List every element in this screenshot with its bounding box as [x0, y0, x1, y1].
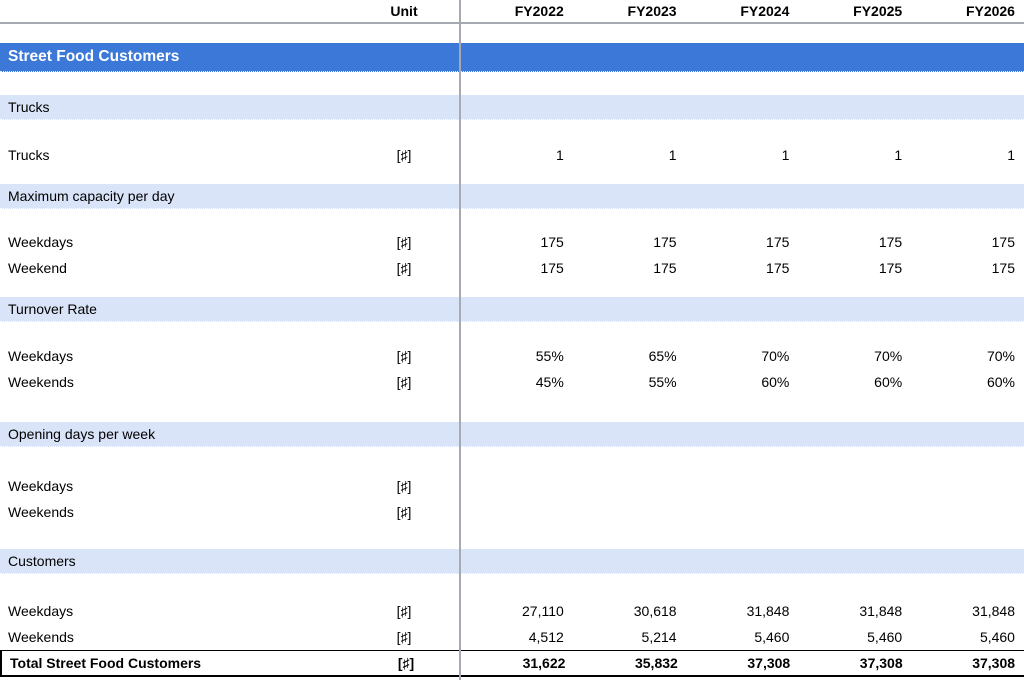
value-cell[interactable]: 175	[653, 260, 677, 276]
unit-cell[interactable]: [♯]	[397, 655, 415, 671]
value-cell[interactable]: 1	[781, 147, 790, 163]
unit-column-header[interactable]: Unit	[390, 3, 418, 19]
value-cell[interactable]: 31,848	[972, 603, 1015, 619]
value-cell[interactable]: 60%	[986, 374, 1015, 390]
subsection-band-maximum-capacity[interactable]	[0, 184, 1024, 209]
value-cell[interactable]: 70%	[986, 348, 1015, 364]
column-header-row	[0, 0, 1024, 24]
value-cell[interactable]: 175	[540, 234, 564, 250]
subsection-band-opening-days[interactable]	[0, 422, 1024, 447]
table-row-customers-weekends	[0, 624, 1024, 650]
year-column-header-fy2025[interactable]: FY2025	[853, 3, 903, 19]
value-cell[interactable]: 175	[766, 234, 790, 250]
value-cell[interactable]: 60%	[874, 374, 903, 390]
value-cell[interactable]: 5,460	[979, 629, 1015, 645]
table-row-capacity-weekdays	[0, 229, 1024, 255]
value-cell[interactable]: 70%	[874, 348, 903, 364]
value-cell[interactable]: 31,848	[746, 603, 790, 619]
value-cell[interactable]: 45%	[535, 374, 564, 390]
unit-cell[interactable]: [♯]	[396, 260, 412, 276]
total-value-cell[interactable]: 37,308	[859, 655, 903, 671]
column-divider-line	[459, 0, 461, 680]
year-column-header-fy2022[interactable]: FY2022	[514, 3, 564, 19]
table-row-customers-weekdays	[0, 598, 1024, 624]
subsection-band-customers[interactable]	[0, 549, 1024, 574]
row-label-cell[interactable]: Weekends	[8, 629, 74, 645]
value-cell[interactable]: 60%	[761, 374, 790, 390]
subsection-label: Maximum capacity per day	[8, 188, 175, 204]
value-cell[interactable]: 175	[653, 234, 677, 250]
total-value-cell[interactable]: 35,832	[634, 655, 678, 671]
table-row-trucks	[0, 142, 1024, 168]
unit-cell[interactable]: [♯]	[396, 234, 412, 250]
total-value-cell[interactable]: 37,308	[747, 655, 791, 671]
year-column-header-fy2023[interactable]: FY2023	[627, 3, 677, 19]
value-cell[interactable]: 5,460	[867, 629, 903, 645]
table-row-turnover-weekdays	[0, 343, 1024, 369]
value-cell[interactable]: 55%	[648, 374, 677, 390]
value-cell[interactable]: 30,618	[633, 603, 677, 619]
unit-cell[interactable]: [♯]	[396, 504, 412, 520]
value-cell[interactable]: 27,110	[522, 603, 564, 619]
value-cell[interactable]: 5,214	[641, 629, 677, 645]
section-title: Street Food Customers	[8, 48, 180, 65]
subsection-label: Opening days per week	[8, 426, 156, 442]
unit-cell[interactable]: [♯]	[396, 478, 412, 494]
value-cell[interactable]: 1	[556, 147, 564, 163]
row-label-cell[interactable]: Weekdays	[8, 603, 74, 619]
unit-cell[interactable]: [♯]	[396, 629, 412, 645]
table-row-opening-weekends	[0, 499, 1024, 525]
subsection-label: Customers	[8, 553, 76, 569]
unit-cell[interactable]: [♯]	[396, 374, 412, 390]
value-cell[interactable]: 5,460	[754, 629, 790, 645]
value-cell[interactable]: 1	[1007, 147, 1015, 163]
value-cell[interactable]: 175	[878, 234, 903, 250]
subsection-band-trucks[interactable]	[0, 95, 1024, 120]
subsection-label: Trucks	[8, 99, 50, 115]
unit-cell[interactable]: [♯]	[396, 147, 412, 163]
value-cell[interactable]: 1	[894, 147, 903, 163]
unit-cell[interactable]: [♯]	[396, 603, 412, 619]
value-cell[interactable]: 175	[540, 260, 564, 276]
unit-cell[interactable]: [♯]	[396, 348, 412, 364]
table-row-capacity-weekend	[0, 255, 1024, 281]
row-label-cell[interactable]: Weekend	[8, 260, 67, 276]
subsection-label: Turnover Rate	[8, 301, 97, 317]
year-column-header-fy2026[interactable]: FY2026	[965, 3, 1015, 19]
value-cell[interactable]: 175	[878, 260, 903, 276]
value-cell[interactable]: 4,512	[528, 629, 564, 645]
value-cell[interactable]: 175	[766, 260, 790, 276]
value-cell[interactable]: 70%	[761, 348, 790, 364]
value-cell[interactable]: 175	[991, 234, 1015, 250]
table-row-opening-weekdays	[0, 473, 1024, 499]
row-label-cell[interactable]: Weekends	[8, 374, 74, 390]
table-row-turnover-weekends	[0, 369, 1024, 395]
value-cell[interactable]: 55%	[535, 348, 564, 364]
subsection-band-turnover-rate[interactable]	[0, 297, 1024, 322]
value-cell[interactable]: 65%	[648, 348, 677, 364]
total-value-cell[interactable]: 37,308	[972, 655, 1016, 671]
total-label-cell[interactable]: Total Street Food Customers	[10, 655, 202, 671]
section-header-street-food-customers[interactable]	[0, 43, 1024, 72]
value-cell[interactable]: 1	[668, 147, 677, 163]
row-label-cell[interactable]: Weekdays	[8, 348, 74, 364]
row-label-cell[interactable]: Weekdays	[8, 478, 74, 494]
row-label-cell[interactable]: Weekdays	[8, 234, 74, 250]
value-cell[interactable]: 175	[991, 260, 1015, 276]
total-value-cell[interactable]: 31,622	[522, 655, 566, 671]
value-cell[interactable]: 31,848	[859, 603, 903, 619]
total-row	[0, 650, 1024, 677]
year-column-header-fy2024[interactable]: FY2024	[740, 3, 790, 19]
row-label-cell[interactable]: Weekends	[8, 504, 74, 520]
row-label-cell[interactable]: Trucks	[8, 147, 50, 163]
